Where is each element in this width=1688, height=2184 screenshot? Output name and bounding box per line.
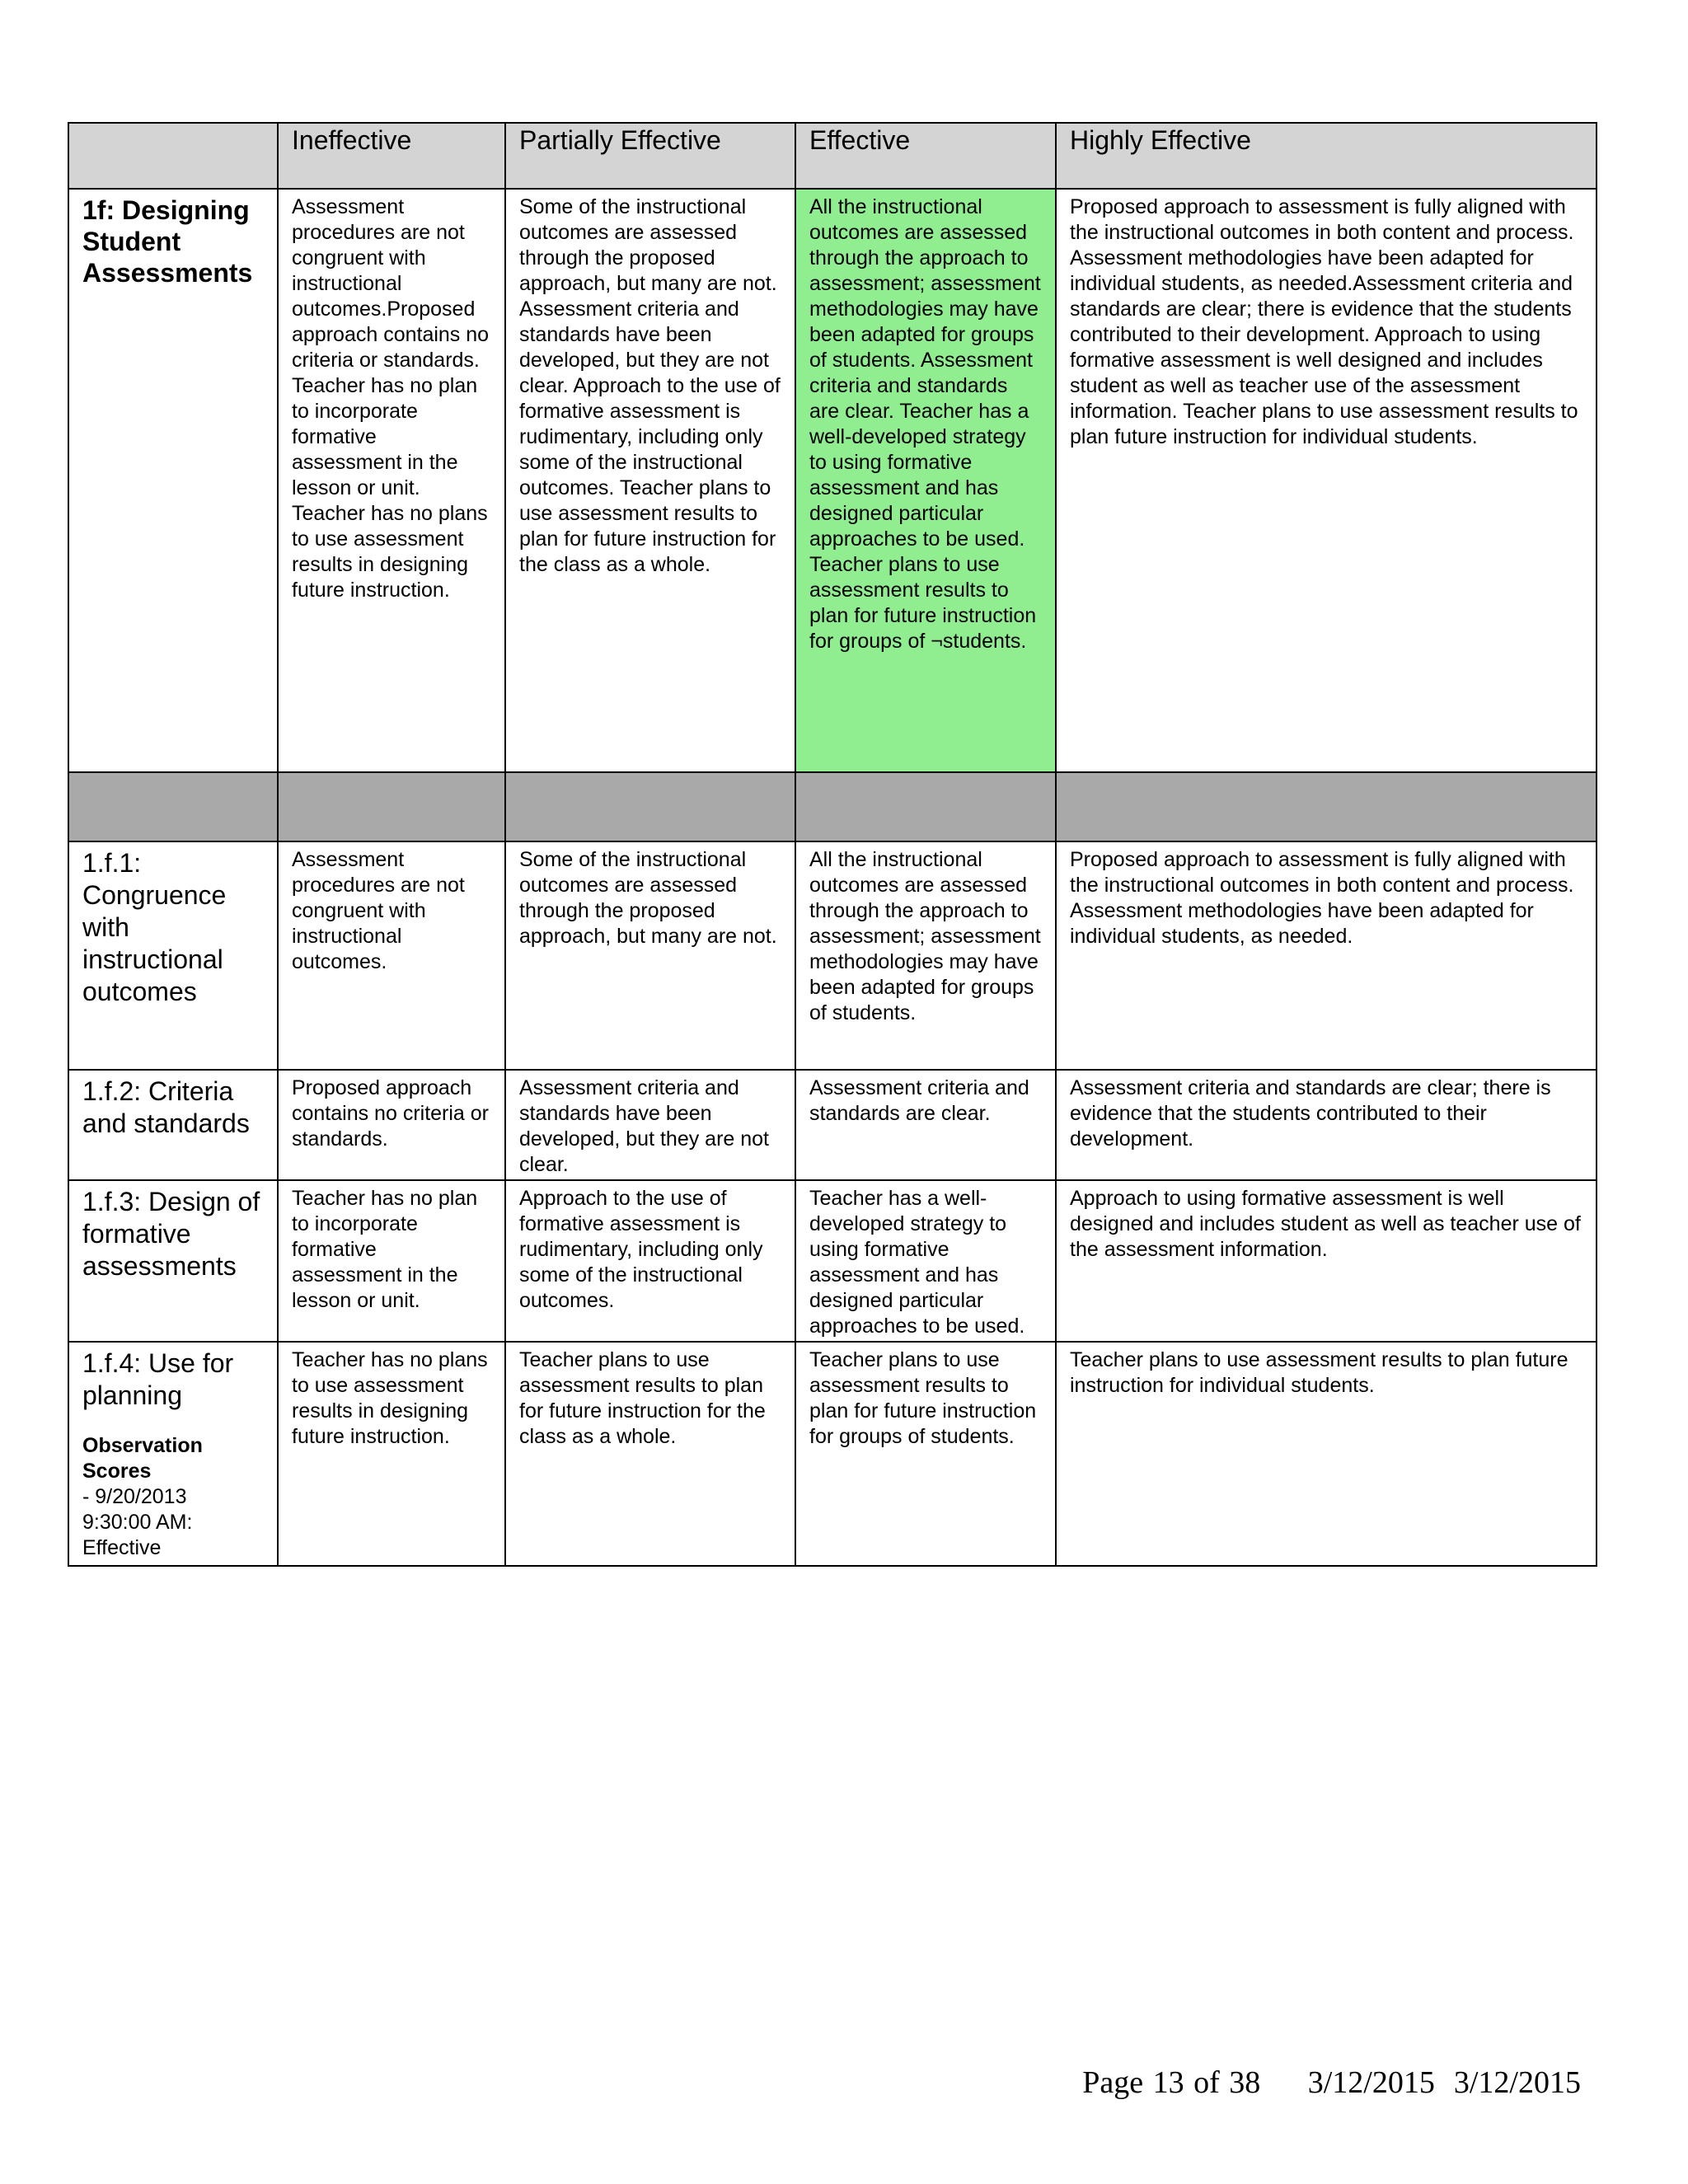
observation-date: - 9/20/2013 <box>82 1485 187 1508</box>
element-highly-effective: Proposed approach to assessment is fully aligned with the instructional outcomes in both content and process. Assessment methodologies have been adapted for individual students, as needed. <box>1056 841 1597 1070</box>
element-ineffective: Proposed approach contains no criteria or standards. <box>278 1070 505 1180</box>
element-partially-effective: Assessment criteria and standards have been developed, but they are not clear. <box>505 1070 795 1180</box>
element-row <box>68 1180 1597 1342</box>
element-title-with-observation <box>68 1342 278 1566</box>
element-highly-effective: Teacher plans to use assessment results to plan future instruction for individual students. <box>1056 1342 1597 1566</box>
header-effective: Effective <box>795 123 1056 189</box>
separator-cell <box>505 772 795 841</box>
separator-row <box>68 772 1597 841</box>
element-effective: Teacher plans to use assessment results to plan for future instruction for groups of students. <box>795 1342 1056 1566</box>
component-ineffective: Assessment procedures are not congruent with instructional outcomes.Proposed approach contains no criteria or standards. Teacher has no plan to incorporate formative assessment in the lesson or unit. Teacher has no plans to use assessment results in designing future instruction. <box>278 189 505 772</box>
separator-cell <box>278 772 505 841</box>
element-effective: All the instructional outcomes are assessed through the approach to assessment; assessment methodologies may have been adapted for groups of students. <box>795 841 1056 1070</box>
element-title: 1.f.3: Design of formative assessments <box>68 1180 278 1342</box>
element-highly-effective: Assessment criteria and standards are clear; there is evidence that the students contributed to their development. <box>1056 1070 1597 1180</box>
element-ineffective: Teacher has no plan to incorporate formative assessment in the lesson or unit. <box>278 1180 505 1342</box>
observation-title: Observation Scores <box>82 1434 203 1483</box>
header-ineffective: Ineffective <box>278 123 505 189</box>
element-row <box>68 841 1597 1070</box>
component-row <box>68 189 1597 772</box>
footer-date: 3/12/2015 <box>1453 2065 1581 2100</box>
element-title: 1.f.1: Congruence with instructional outcomes <box>68 841 278 1070</box>
separator-cell <box>1056 772 1597 841</box>
header-blank <box>68 123 278 189</box>
separator-cell <box>795 772 1056 841</box>
element-partially-effective: Teacher plans to use assessment results to plan for future instruction for the class as a whole. <box>505 1342 795 1566</box>
element-highly-effective: Approach to using formative assessment is well designed and includes student as well as teacher use of the assessment information. <box>1056 1180 1597 1342</box>
header-highly-effective: Highly Effective <box>1056 123 1597 189</box>
header-row <box>68 123 1597 189</box>
element-title: 1.f.2: Criteria and standards <box>68 1070 278 1180</box>
element-partially-effective: Some of the instructional outcomes are assessed through the proposed approach, but many are not. <box>505 841 795 1070</box>
component-title: 1f: Designing Student Assessments <box>68 189 278 772</box>
component-highly-effective: Proposed approach to assessment is fully aligned with the instructional outcomes in both content and process. Assessment methodologies have been adapted for individual students, as needed.Assessment criteria and standards are clear; there is evidence that the students contributed to their development. Approach to using formative assessment is well designed and includes student as well as teacher use of the assessment information. Teacher plans to use assessment results to plan future instruction for individual students. <box>1056 189 1597 772</box>
component-effective-highlighted: All the instructional outcomes are assessed through the approach to assessment; assessment methodologies may have been adapted for groups of students. Assessment criteria and standards are clear. Teacher has a well-developed strategy to using formative assessment and has designed particular approaches to be used. Teacher plans to use assessment results to plan for future instruction for groups of ¬students. <box>795 189 1056 772</box>
element-partially-effective: Approach to the use of formative assessment is rudimentary, including only some of the instructional outcomes. <box>505 1180 795 1342</box>
element-effective: Teacher has a well-developed strategy to using formative assessment and has designed particular approaches to be used. <box>795 1180 1056 1342</box>
component-partially-effective: Some of the instructional outcomes are assessed through the proposed approach, but many are not. Assessment criteria and standards have been developed, but they are not clear. Approach to the use of formative assessment is rudimentary, including only some of the instructional outcomes. Teacher plans to use assessment results to plan for future instruction for the class as a whole. <box>505 189 795 772</box>
element-ineffective: Assessment procedures are not congruent with instructional outcomes. <box>278 841 505 1070</box>
rubric-table <box>68 122 1597 1567</box>
footer-date: 3/12/2015 <box>1307 2065 1435 2100</box>
element-row <box>68 1342 1597 1566</box>
element-row <box>68 1070 1597 1180</box>
page-number: Page 13 of 38 <box>1082 2065 1261 2100</box>
element-title: 1.f.4: Use for planning <box>82 1348 234 1410</box>
observation-time: 9:30:00 AM: <box>82 1511 193 1534</box>
separator-cell <box>68 772 278 841</box>
element-effective: Assessment criteria and standards are clear. <box>795 1070 1056 1180</box>
header-partially-effective: Partially Effective <box>505 123 795 189</box>
element-ineffective: Teacher has no plans to use assessment results in designing future instruction. <box>278 1342 505 1566</box>
observation-rating: Effective <box>82 1536 162 1559</box>
page-footer <box>1082 2064 1581 2101</box>
